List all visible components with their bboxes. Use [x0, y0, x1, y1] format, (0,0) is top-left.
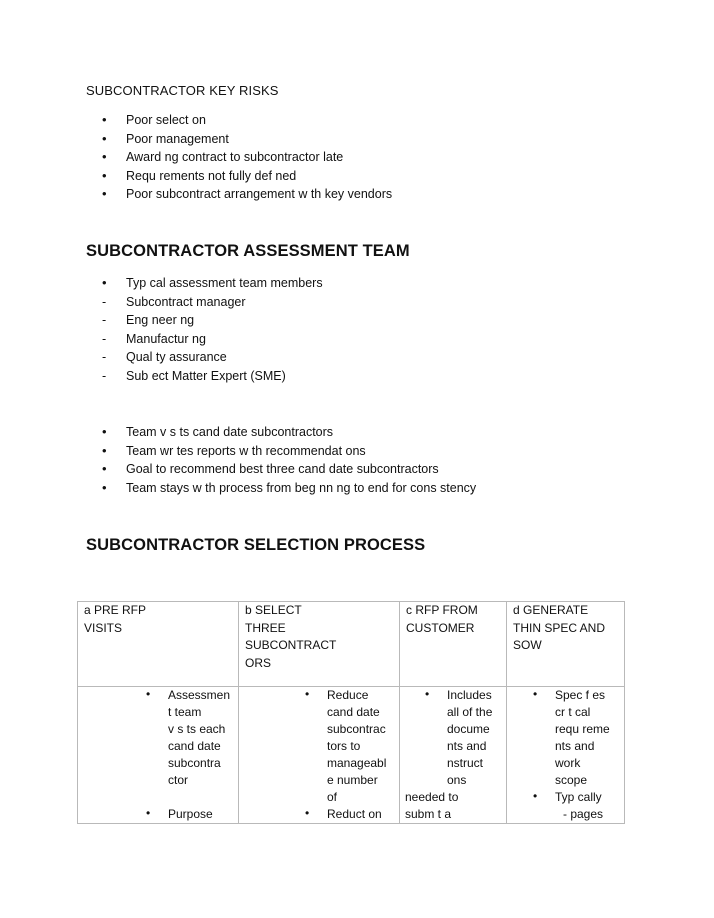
list-item: • Poor management [102, 130, 392, 149]
step-d-header: d GENERATE THIN SPEC AND SOW [507, 602, 625, 687]
bullet-icon: • [102, 442, 107, 458]
bullet-icon: • [102, 461, 107, 476]
list-item: - Sub ect Matter Expert (SME) [102, 367, 323, 386]
assessment-team-list [102, 274, 323, 385]
bullet-icon: • [146, 806, 151, 820]
dash-icon: - [102, 331, 107, 346]
assessment-team-heading: SUBCONTRACTOR ASSESSMENT TEAM [86, 242, 410, 260]
list-item: - Eng neer ng [102, 311, 323, 330]
selection-process-heading: SUBCONTRACTOR SELECTION PROCESS [86, 536, 426, 554]
bullet-icon: • [425, 687, 430, 701]
step-a-header: a PRE RFP VISITS [78, 602, 239, 687]
bullet-icon: • [146, 687, 151, 701]
step-d-body: • Spec f es cr t cal requ reme nts and work scope • Typ cally - pages [507, 687, 625, 824]
bullet-icon: • [533, 789, 538, 803]
list-item: - Subcontract manager [102, 293, 323, 312]
list-item: • Goal to recommend best three cand date subcontractors [102, 460, 476, 479]
table-header-row [78, 602, 625, 687]
list-item: - Qual ty assurance [102, 348, 323, 367]
step-c-body: • Includes all of the docume nts and nstruct ons needed to subm t a [400, 687, 507, 824]
dash-icon: - [102, 368, 107, 383]
dash-icon: - [102, 313, 107, 327]
selection-process-table [77, 601, 625, 824]
bullet-icon: • [102, 424, 107, 439]
key-risks-heading: SUBCONTRACTOR KEY RISKS [86, 83, 279, 98]
list-item: - Manufactur ng [102, 330, 323, 349]
dash-icon: - [102, 350, 107, 364]
bullet-icon: • [305, 806, 310, 820]
bullet-icon: • [102, 112, 107, 127]
bullet-icon: • [305, 687, 310, 701]
bullet-icon: • [102, 275, 107, 290]
step-a-body: • Assessmen t team v s ts each cand date subcontra ctor • Purpose [78, 687, 239, 824]
bullet-icon: • [102, 167, 107, 183]
list-item: • Team v s ts cand date subcontractors [102, 423, 476, 442]
list-item: • Team stays w th process from beg nn ng to end for cons stency [102, 479, 476, 498]
assessment-notes-list [102, 423, 476, 497]
bullet-icon: • [102, 186, 107, 201]
dash-icon: - [102, 294, 107, 309]
bullet-icon: • [102, 479, 107, 495]
bullet-icon: • [102, 149, 107, 164]
list-item: • Poor subcontract arrangement w th key vendors [102, 185, 392, 204]
step-c-header: c RFP FROM CUSTOMER [400, 602, 507, 687]
list-item: • Poor select on [102, 111, 392, 130]
list-item: • Team wr tes reports w th recommendat ons [102, 442, 476, 461]
bullet-icon: • [533, 687, 538, 701]
step-b-body: • Reduce cand date subcontrac tors to manageabl e number of • Reduct on [239, 687, 400, 824]
list-item: • Typ cal assessment team members [102, 274, 323, 293]
bullet-icon: • [102, 130, 107, 146]
step-b-header: b SELECT THREE SUBCONTRACT ORS [239, 602, 400, 687]
list-item: • Award ng contract to subcontractor late [102, 148, 392, 167]
list-item: • Requ rements not fully def ned [102, 167, 392, 186]
key-risks-list [102, 111, 392, 204]
table-row [78, 687, 625, 824]
